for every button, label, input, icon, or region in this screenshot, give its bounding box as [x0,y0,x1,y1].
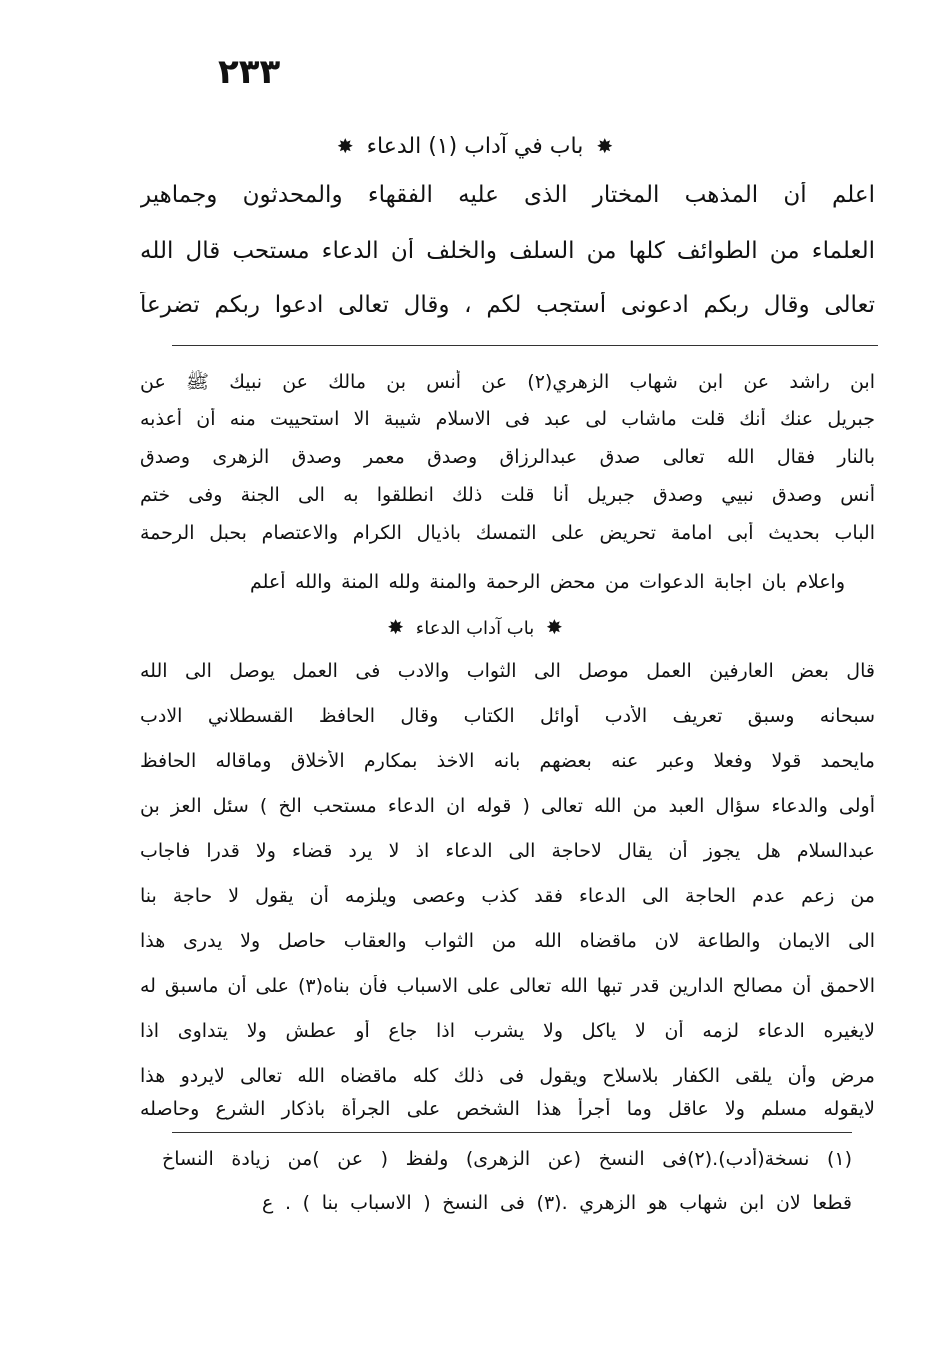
footnote-line: قطعا لان ابن شهاب هو الزهري .(٣) فى النسخ ( الاسباب بنا ) . ع [262,1192,852,1214]
body-line: الى الايمان والطاعة لان ماقضاه الله من الثواب والعقاب حاصل ولا يدرى هذا [140,930,875,952]
ornament-right-icon: ✸ [596,134,614,158]
chapter-title-text: باب في آداب (١) الدعاء [366,134,584,159]
body-line: عبدالسلام هل يجوز أن يقال لاحاجة الى الدعاء اذ لا يرد قضاء ولا قدرا فاجاب [140,840,875,862]
body-line: مايحمد قولا وفعلا وعبر عنه بعضهم بانه الاخذ بمكارم الأخلاق وماقاله الحافظ [140,750,875,772]
body-line: لايقوله مسلم ولا عاقل وما أجرأ هذا الشخص على الجرأة باذكار الشرع وحاصله [140,1098,875,1120]
upper-divider [172,345,878,346]
footnote-divider [172,1132,852,1133]
ornament-left-icon: ✸ [387,615,405,639]
ornament-right-icon: ✸ [545,615,563,639]
body-line: الاحمق أن مصالح الدارين قدر تبها الله تعالى على الاسباب فأن بناه(٣) على أن ماسبق له [140,975,875,997]
page-number: ٢٣٣ [218,52,281,92]
body-line: أولى والدعاء سؤال العبد من الله تعالى ( قوله ان الدعاء مستحب الخ ) سئل العز بن [140,795,875,817]
body-line: من زعم عدم الحاجة الى الدعاء فقد كذب وعصى ويلزمه أن يقول لا حاجة بنا [140,885,875,907]
intro-line: العلماء من الطوائف كلها من السلف والخلف أن الدعاء مستحب قال الله [140,238,875,264]
body-line: لايغيره الدعاء لزمه أن لا ياكل ولا يشرب اذا جاع أو عطش ولا يتداوى اذا [140,1020,875,1042]
section-heading-text: باب آداب الدعاء [415,618,535,639]
body-line: قال بعض العارفين العمل موصل الى الثواب والادب فى العمل يوصل الى الله [140,660,875,682]
commentary-line: جبريل عنك أنك قلت ماشاب لى عبد فى الاسلام شيبة الا استحييت منه أن أعذبه [140,408,875,430]
footnote-line: (١) نسخة(أدب).(٢)فى النسخ (عن الزهرى) ولفظ ( عن )من زيادة النساخ [162,1148,852,1170]
ornament-left-icon: ✸ [336,134,354,158]
commentary-line: الباب بحديث أبى امامة تحريض على التمسك باذيال الكرام والاعتصام بحبل الرحمة [140,522,875,544]
commentary-line: بالنار فقال الله تعالى صدق عبدالرزاق وصدق معمر وصدق الزهرى وصدق [140,446,875,468]
commentary-line: ابن راشد عن ابن شهاب الزهري(٢) عن أنس بن مالك عن نبيك ﷺ عن [140,371,875,393]
commentary-line: أنس وصدق نبيي وصدق جبريل أنا قلت ذلك انطلقوا به الى الجنة وفى ختم [140,484,875,506]
intro-line: اعلم أن المذهب المختار الذى عليه الفقهاء والمحدثون وجماهير [140,182,875,208]
body-line: مرض وأن يلقى الكفار بلاسلاح ويقول فى ذلك كله ماقضاه الله تعالى لايردو هذا [140,1065,875,1087]
chapter-title [0,134,950,159]
commentary-line: واعلام بان اجابة الدعوات من محض الرحمة والمنة ولله المنة والله أعلم [250,571,845,593]
section-heading [0,615,950,639]
intro-line: تعالى وقال ربكم ادعونى أستجب لكم ، وقال تعالى ادعوا ربكم تضرعاً [140,292,875,318]
body-line: سبحانه وسبق تعريف الأدب أوائل الكتاب وقال الحافظ القسطلاني الادب [140,705,875,727]
